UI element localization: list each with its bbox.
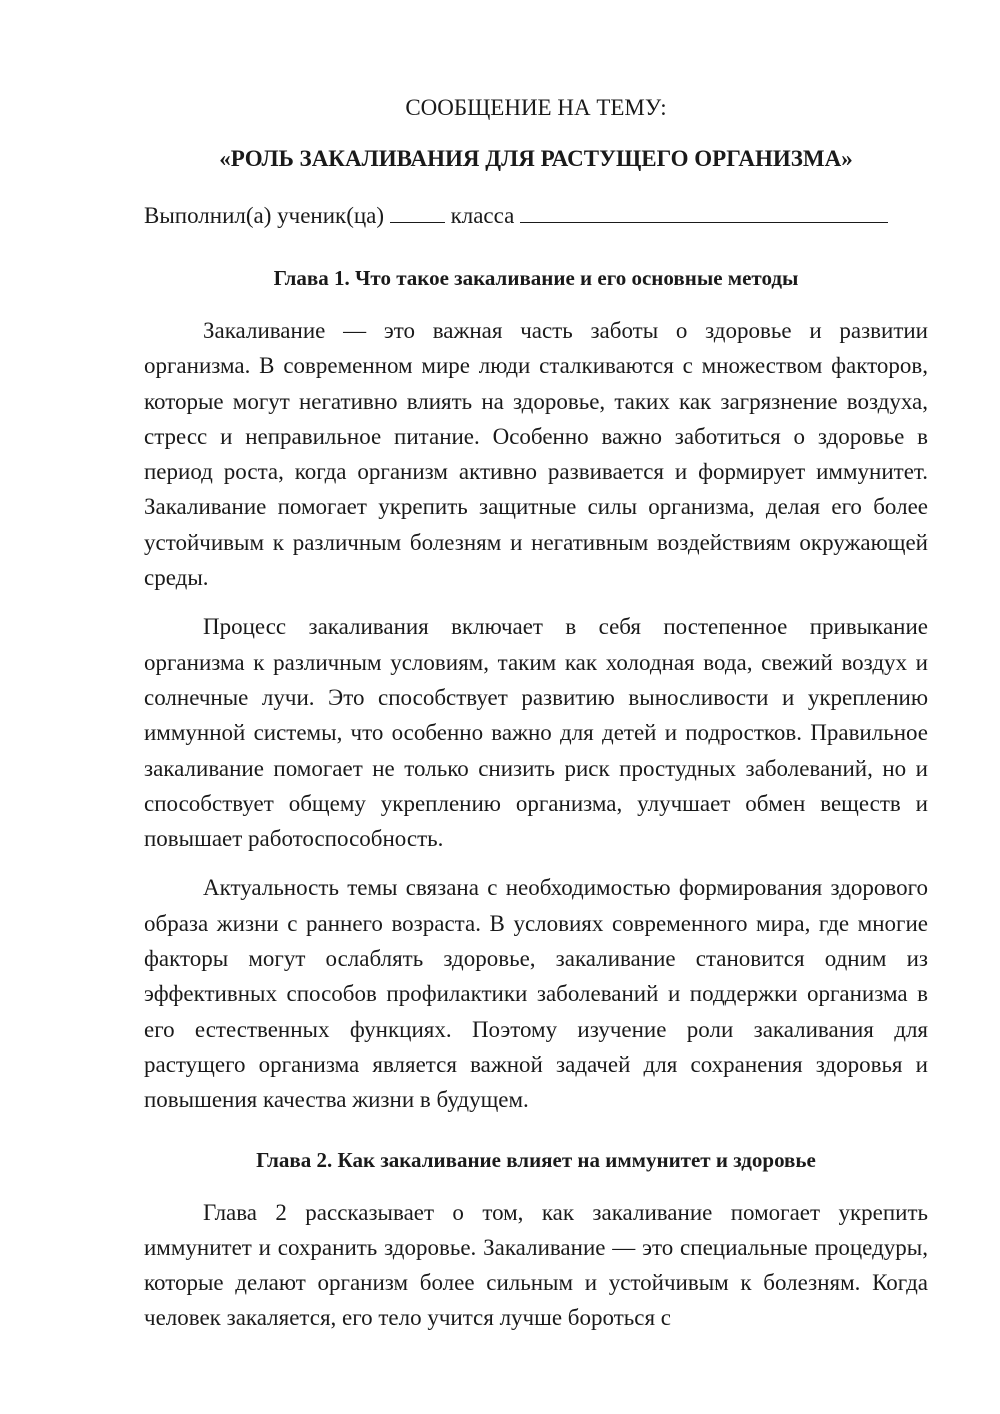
chapter-1-paragraph-1: Закаливание — это важная часть заботы о здоровье и развитии организма. В современном мире люди сталкиваются с множеством факторов, которые могут негативно влиять на здоровье, таких как загрязнение воздуха, стресс и неправильное питание. Особенно важно заботиться о здоровье в период роста, когда организм активно развивается и формирует иммунитет. Закаливание помогает укрепить защитные силы организма, делая его более устойчивым к различным болезням и негативным воздействиям окружающей среды.: [144, 318, 928, 591]
document-title-line-1: СООБЩЕНИЕ НА ТЕМУ:: [405, 95, 667, 120]
name-blank-field: [520, 198, 888, 223]
chapter-2-heading: Глава 2. Как закаливание влияет на иммунитет и здоровье: [256, 1147, 816, 1172]
chapter-1-paragraph-3: Актуальность темы связана с необходимостью формирования здорового образа жизни с раннего возраста. В условиях современного мира, где многие факторы могут ослаблять здоровье, закаливание становится одним из эффективных способов профилактики заболеваний и поддержки организма в его естественных функциях. Поэтому изучение роли закаливания для растущего организма является важной задачей для сохранения здоровья и повышения качества жизни в будущем.: [144, 875, 928, 1113]
document-title: «РОЛЬ ЗАКАЛИВАНИЯ ДЛЯ РАСТУЩЕГО ОРГАНИЗМА»: [219, 146, 853, 171]
document-page: [144, 90, 928, 1336]
chapter-2-paragraph-1: Глава 2 рассказывает о том, как закаливание помогает укрепить иммунитет и сохранить здоровье. Закаливание — это специальные процедуры, которые делают организм более сильным и устойчивым к болезням. Когда человек закаляется, его тело учится лучше бороться с: [144, 1199, 928, 1331]
author-label: Выполнил(а) ученик(ца): [144, 203, 385, 228]
author-line: [144, 198, 928, 234]
chapter-1-heading: Глава 1. Что такое закаливание и его основные методы: [273, 266, 799, 290]
class-label: класса: [450, 203, 515, 228]
class-blank-field: [390, 198, 445, 223]
chapter-1-paragraph-2: Процесс закаливания включает в себя постепенное привыкание организма к различным условиям, таким как холодная вода, свежий воздух и солнечные лучи. Это способствует развитию выносливости и укреплению иммунной системы, что особенно важно для детей и подростков. Правильное закаливание помогает не только снизить риск простудных заболеваний, но и способствует общему укреплению организма, улучшает обмен веществ и повышает работоспособность.: [144, 614, 928, 852]
